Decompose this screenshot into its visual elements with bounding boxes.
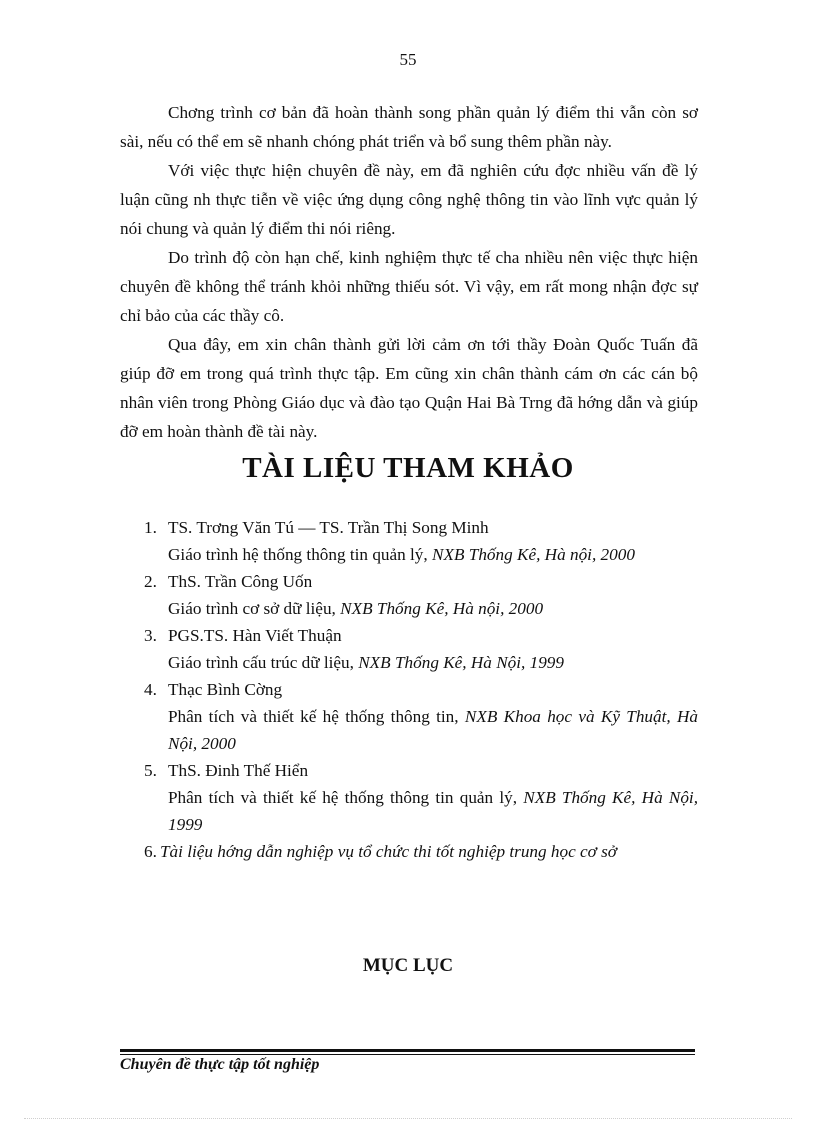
reference-author: Thạc Bình Cờng	[168, 680, 283, 699]
reference-title: Giáo trình cấu trúc dữ liệu,	[168, 653, 354, 672]
reference-item	[120, 676, 698, 757]
reference-author: ThS. Trần Công Uốn	[168, 572, 313, 591]
reference-source	[168, 595, 698, 622]
reference-publisher: NXB Thống Kê, Hà nội, 2000	[340, 599, 544, 618]
reference-publisher: NXB Thống Kê, Hà nội, 2000	[432, 545, 635, 564]
paragraph-3: Do trình độ còn hạn chế, kinh nghiệm thực tế cha nhiều nên việc thực hiện chuyên đề không thể tránh khỏi những thiếu sót. Vì vậy, em rất mong nhận đợc sự chỉ bảo của các thầy cô.	[120, 248, 698, 325]
reference-number: 5.	[144, 761, 157, 780]
reference-publisher: NXB Thống Kê, Hà Nội, 1999	[168, 788, 699, 834]
body-text	[120, 98, 698, 446]
paragraph-4: Qua đây, em xin chân thành gửi lời cảm ơn tới thầy Đoàn Quốc Tuấn đã giúp đỡ em trong quá trình thực tập. Em cũng xin chân thành cám ơn các cán bộ nhân viên trong Phòng Giáo dục và đào tạo Quận Hai Bà Trng đã hớng dẫn và giúp đỡ em hoàn thành đề tài này.	[120, 335, 698, 441]
reference-list	[120, 514, 698, 865]
reference-source	[168, 541, 698, 568]
reference-number: 2.	[144, 572, 157, 591]
footer-divider	[120, 1049, 695, 1055]
reference-number: 4.	[144, 680, 157, 699]
reference-item	[120, 514, 698, 568]
reference-number: 3.	[144, 626, 157, 645]
paragraph-1: Chơng trình cơ bản đã hoàn thành song phần quản lý điểm thi vẫn còn sơ sài, nếu có thể em sẽ nhanh chóng phát triển và bổ sung thêm phần này.	[120, 103, 698, 151]
page-number: 55	[399, 50, 417, 69]
reference-title: Giáo trình hệ thống thông tin quản lý,	[168, 545, 428, 564]
reference-title: Giáo trình cơ sở dữ liệu,	[168, 599, 336, 618]
reference-source	[168, 649, 698, 676]
reference-title: Phân tích và thiết kế hệ thống thông tin quản lý,	[168, 788, 518, 807]
reference-item	[120, 757, 698, 838]
reference-number: 6.	[144, 842, 157, 861]
references-title: TÀI LIỆU THAM KHẢO	[242, 452, 574, 484]
reference-author: PGS.TS. Hàn Viết Thuận	[168, 626, 342, 645]
reference-publisher: NXB Thống Kê, Hà Nội, 1999	[358, 653, 564, 672]
reference-author: ThS. Đinh Thế Hiển	[168, 761, 309, 780]
reference-source	[168, 703, 698, 757]
reference-item	[120, 622, 698, 676]
reference-publisher: NXB Khoa học và Kỹ Thuật, Hà Nội, 2000	[168, 707, 698, 753]
reference-author: TS. Trơng Văn Tú — TS. Trần Thị Song Minh	[168, 518, 489, 537]
reference-item	[120, 838, 698, 865]
toc-title: MỤC LỤC	[362, 955, 454, 976]
paragraph-2: Với việc thực hiện chuyên đề này, em đã nghiên cứu đợc nhiều vấn đề lý luận cũng nh thực tiễn về việc ứng dụng công nghệ thông tin vào lĩnh vực quản lý nói chung và quản lý điểm thi nói riêng.	[120, 161, 698, 238]
reference-item	[120, 568, 698, 622]
reference-title: Phân tích và thiết kế hệ thống thông tin,	[168, 707, 459, 726]
footer-text: Chuyên đề thực tập tốt nghiệp	[120, 1056, 320, 1073]
reference-title: Tài liệu hớng dẫn nghiệp vụ tổ chức thi tốt nghiệp trung học cơ sở	[160, 842, 617, 861]
reference-number: 1.	[144, 518, 157, 537]
page-edge-divider	[24, 1118, 792, 1119]
reference-source	[168, 784, 698, 838]
